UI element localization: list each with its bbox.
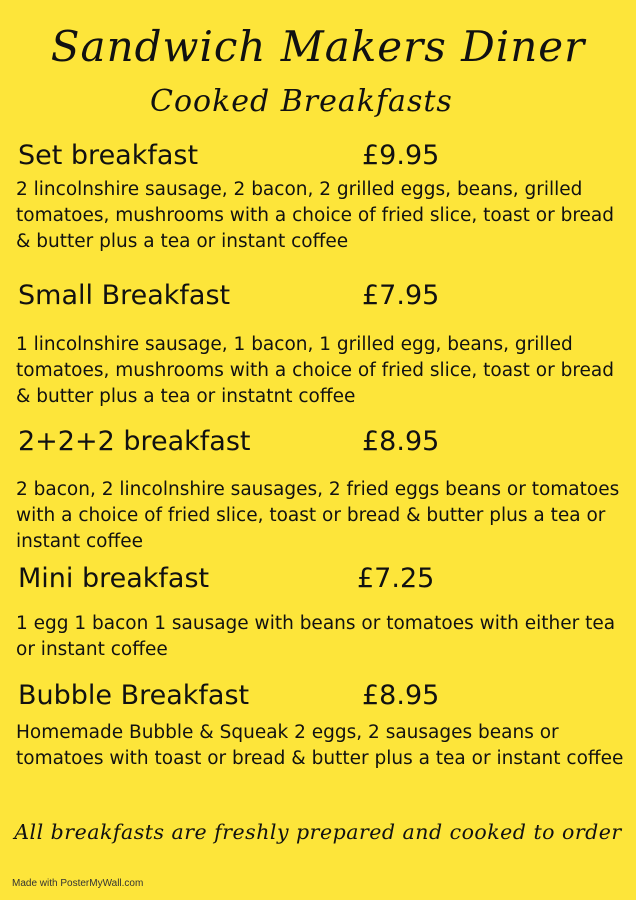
menu-item-price: £7.95 xyxy=(362,280,440,311)
menu-item-name: Mini breakfast xyxy=(18,563,210,594)
menu-item-name: Set breakfast xyxy=(18,140,199,171)
footer-note: All breakfasts are freshly prepared and cooked to order xyxy=(14,820,622,844)
menu-item-price: £9.95 xyxy=(362,140,440,171)
menu-item-name: 2+2+2 breakfast xyxy=(18,426,251,457)
menu-item-price: £7.25 xyxy=(357,563,435,594)
menu-item-description: 1 lincolnshire sausage, 1 bacon, 1 grilled egg, beans, grilled tomatoes, mushrooms with a choice of fried slice, toast or bread & butter plus a tea or instatnt coffee xyxy=(16,334,615,407)
menu-item-description: Homemade Bubble & Squeak 2 eggs, 2 sausages beans or tomatoes with toast or bread & butter plus a tea or instant coffee xyxy=(16,722,624,769)
menu-item-description: 2 bacon, 2 lincolnshire sausages, 2 fried eggs beans or tomatoes with a choice of fried slice, toast or bread & butter plus a tea or instant coffee xyxy=(16,479,620,552)
watermark-link[interactable]: Made with PosterMyWall.com xyxy=(12,878,144,889)
menu-item-description: 1 egg 1 bacon 1 sausage with beans or tomatoes with either tea or instant coffee xyxy=(16,613,616,660)
menu-item-price: £8.95 xyxy=(362,426,440,457)
menu-item-description: 2 lincolnshire sausage, 2 bacon, 2 grilled eggs, beans, grilled tomatoes, mushrooms with a choice of fried slice, toast or bread & butter plus a tea or instant coffee xyxy=(16,179,615,252)
menu-item-name: Small Breakfast xyxy=(18,280,231,311)
page-title: Sandwich Makers Diner xyxy=(50,22,586,71)
menu-item-name: Bubble Breakfast xyxy=(18,680,250,711)
page-subtitle: Cooked Breakfasts xyxy=(150,84,453,119)
menu-item-price: £8.95 xyxy=(362,680,440,711)
